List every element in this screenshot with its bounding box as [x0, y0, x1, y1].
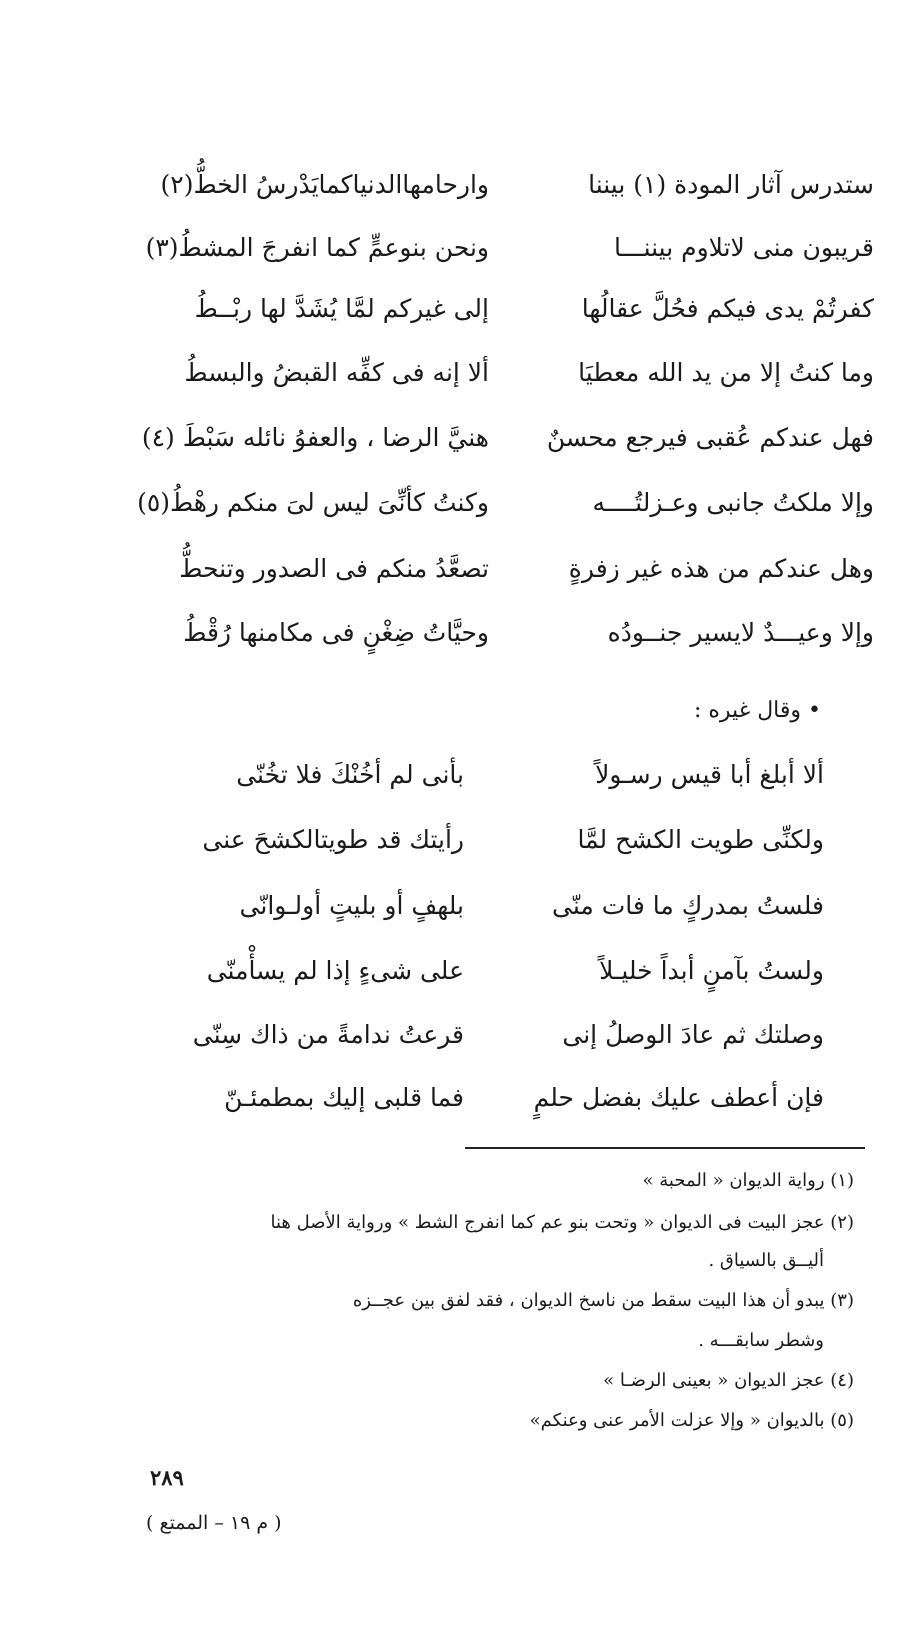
footnote-1: (١) رواية الديوان « المحبة »: [642, 1170, 854, 1191]
poem-2-intro: • وقال غيره :: [693, 698, 821, 723]
verse-1-second-half: وارحامهاالدنياكمايَدْرسُ الخطُّ(٢): [160, 170, 489, 199]
verse-8-second-half: وحيَّاتُ ضِغْنٍ فى مكامنها رُقْطُ: [183, 618, 489, 647]
footnote-2: (٢) عجز البيت فى الديوان « وتحت بنو عم كما انفرج الشط » ورواية الأصل هنا: [270, 1212, 854, 1233]
page-number: ٢٨٩: [150, 1465, 184, 1490]
verse-6-second-half: فما قلبى إليك بمطمئـنّ: [224, 1083, 464, 1112]
verse-7-first-half: وهل عندكم من هذه غير زفرةٍ: [568, 554, 874, 583]
footnote-4: (٤) عجز الديوان « بعينى الرضـا »: [603, 1370, 854, 1391]
footnote-2-continuation: أليــق بالسياق .: [708, 1250, 824, 1271]
verse-2-second-half: رأيتك قد طويتالكشحَ عنى: [202, 825, 464, 854]
verse-7-second-half: تصعَّدُ منكم فى الصدور وتنحطُّ: [179, 554, 489, 583]
verse-6-second-half: وكنتُ كأنِّىَ ليس لىَ منكم رهْطُ(٥): [137, 488, 489, 517]
verse-1-first-half: ألا أبلغ أبا قيس رسـولاً: [595, 760, 824, 789]
verse-3-second-half: بلهفٍ أو بليتٍ أولـوانّى: [239, 891, 464, 920]
verse-4-second-half: ألا إنه فى كفِّه القبضُ والبسطُ: [184, 358, 489, 387]
verse-1-second-half: بأنى لم أخُنْكَ فلا تخُنّى: [236, 760, 464, 789]
verse-2-first-half: قريبون منى لاتلاوم بيننـــا: [614, 233, 874, 262]
footnote-3-continuation: وشطر سابقـــه .: [698, 1330, 824, 1351]
verse-4-second-half: على شىءٍ إذا لم يسأْمنّى: [206, 956, 464, 985]
verse-4-first-half: ولستُ بآمنٍ أبداً خليـلاً: [599, 956, 824, 985]
verse-5-second-half: هنيَّ الرضا ، والعفوُ نائله سَبْطَ (٤): [141, 423, 489, 452]
footnote-3: (٣) يبدو أن هذا البيت سقط من ناسخ الديوان ، فقد لفق بين عجــزه: [352, 1290, 854, 1311]
verse-5-second-half: قرعتُ ندامةً من ذاك سِنّى: [192, 1020, 464, 1049]
footnote-divider: [465, 1147, 865, 1149]
signature-mark: ( م ١٩ – الممتع ): [146, 1512, 282, 1534]
verse-3-first-half: كفرتُمْ يدى فيكم فحُلَّ عقالُها: [581, 294, 874, 323]
verse-8-first-half: وإلا وعيـــدٌ لايسير جنــودُه: [607, 618, 874, 647]
verse-3-second-half: إلى غيركم لمَّا يُشَدَّ لها ربْــطُ: [194, 294, 489, 323]
verse-4-first-half: وما كنتُ إلا من يد الله معطيَا: [578, 358, 874, 387]
verse-6-first-half: فإن أعطف عليك بفضل حلمٍ: [533, 1083, 824, 1112]
verse-2-first-half: ولكنِّى طويت الكشح لمَّا: [577, 825, 824, 854]
verse-3-first-half: فلستُ بمدركٍ ما فات منّى: [552, 891, 824, 920]
footnote-5: (٥) بالديوان « وإلا عزلت الأمر عنى وعنكم»: [529, 1410, 854, 1431]
verse-1-first-half: ستدرس آثار المودة (١) بيننا: [588, 170, 874, 199]
verse-5-first-half: فهل عندكم عُقبى فيرجع محسنٌ: [546, 423, 874, 452]
verse-5-first-half: وصلتك ثم عادَ الوصلُ إنى: [562, 1020, 824, 1049]
verse-6-first-half: وإلا ملكتُ جانبى وعـزلتُــــه: [592, 488, 874, 517]
verse-2-second-half: ونحن بنوعمٍّ كما انفرجَ المشطُ(٣): [145, 233, 489, 262]
